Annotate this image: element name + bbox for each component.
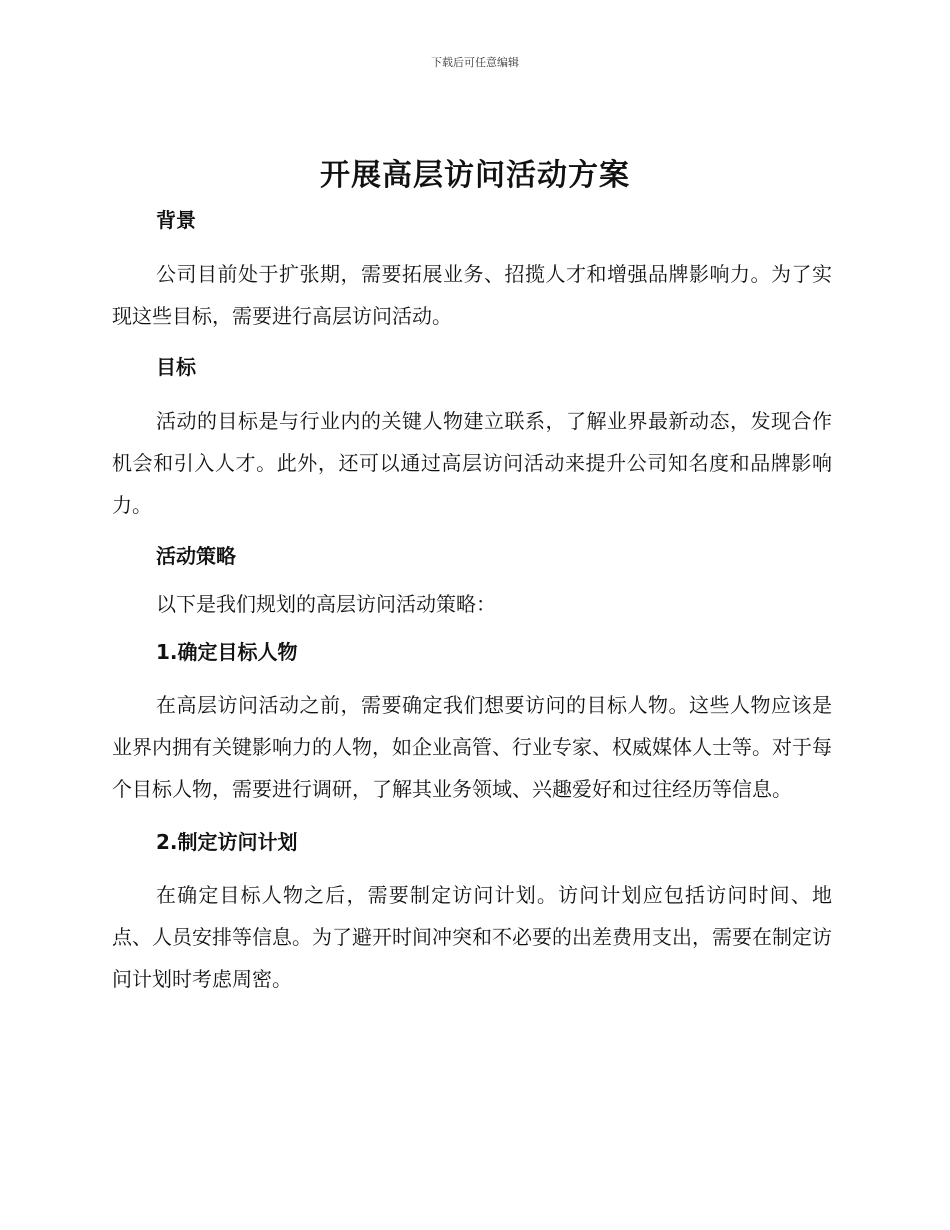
section-heading-background: 背景 [156, 208, 196, 232]
paragraph-strategy-intro: 以下是我们规划的高层访问活动策略： [156, 592, 496, 616]
paragraph-goal: 活动的目标是与行业内的关键人物建立联系，了解业界最新动态，发现合作机会和引入人才。此外，还可以通过高层访问活动来提升公司知名度和品牌影响力。 [112, 409, 832, 517]
paragraph-step-1: 在高层访问活动之前，需要确定我们想要访问的目标人物。这些人物应该是业界内拥有关键影响力的人物，如企业高管、行业专家、权威媒体人士等。对于每个目标人物，需要进行调研，了解其业务领域、兴趣爱好和过往经历等信息。 [112, 693, 832, 801]
section-heading-strategy: 活动策略 [156, 544, 236, 568]
subheading-step-1: 1.确定目标人物 [156, 640, 298, 664]
section-heading-goal: 目标 [156, 355, 196, 379]
page-header-note: 下载后可任意编辑 [431, 56, 519, 69]
document-title: 开展高层访问活动方案 [320, 158, 630, 193]
subheading-step-2: 2.制定访问计划 [156, 830, 298, 854]
paragraph-background: 公司目前处于扩张期，需要拓展业务、招揽人才和增强品牌影响力。为了实现这些目标，需要进行高层访问活动。 [112, 262, 832, 328]
document-body [112, 202, 832, 1000]
paragraph-step-2: 在确定目标人物之后，需要制定访问计划。访问计划应包括访问时间、地点、人员安排等信息。为了避开时间冲突和不必要的出差费用支出，需要在制定访问计划时考虑周密。 [112, 883, 832, 991]
